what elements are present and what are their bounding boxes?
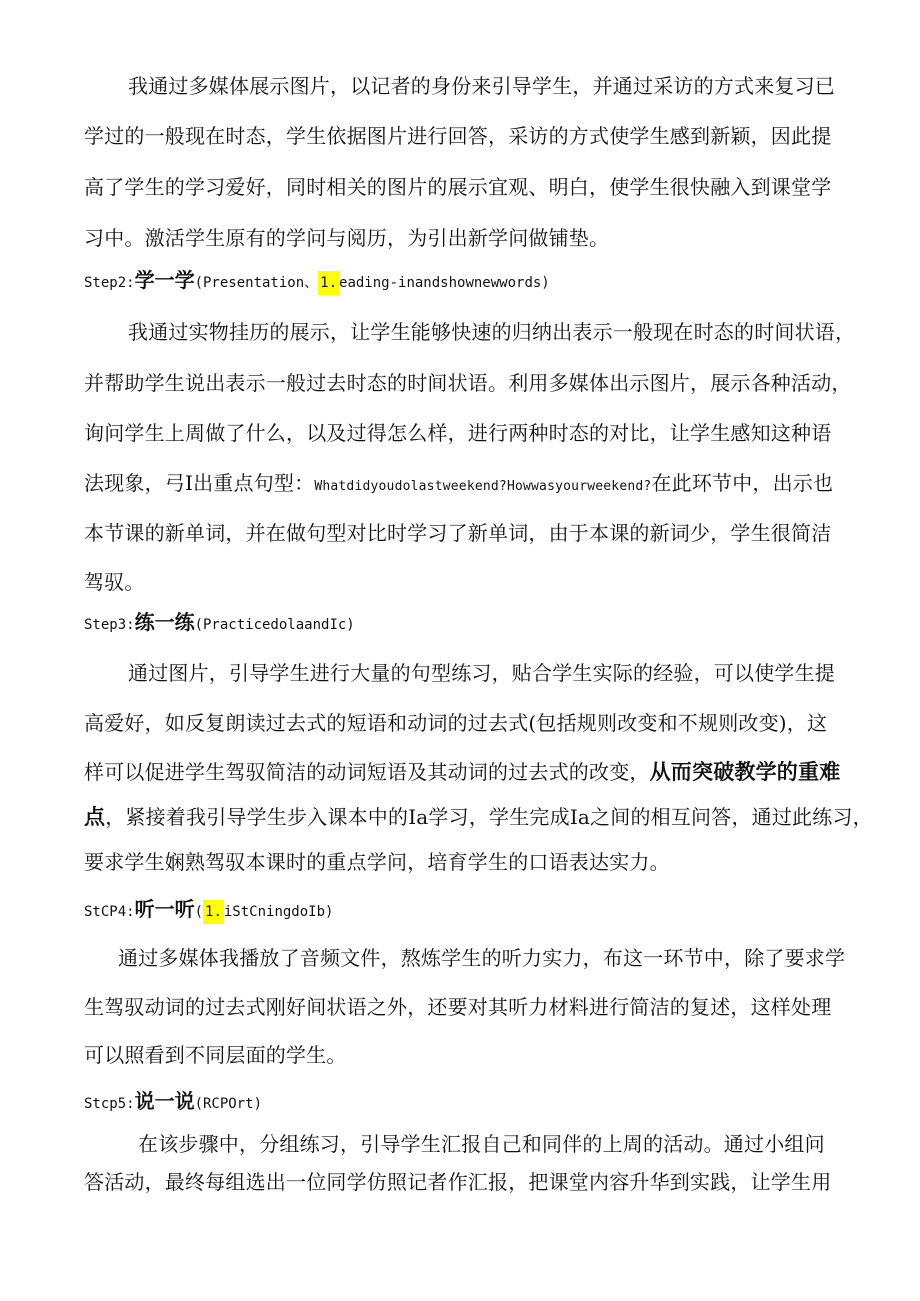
paragraph-4-line-1: 通过多媒体我播放了音频文件，熬炼学生的听力实力，布这一环节中，除了要求学 [118,946,846,970]
step2-highlight: 1. [318,271,339,295]
paragraph-2-line-6: 驾驭。 [84,570,145,594]
emphasis-key-difficulty-end: 点 [84,805,106,829]
paragraph-2-line-4-text-c: 在此环节中，出示也 [651,471,834,495]
paragraph-1-line-3: 高了学生的学习爱好，同时相关的图片的展示宜观、明白，使学生很快融入到课堂学 [84,175,832,199]
paragraph-3-line-5: 要求学生娴熟驾驭本课时的重点学问，培育学生的口语表达实力。 [84,850,670,874]
step3-prefix: Step3: [84,617,135,633]
paragraph-4-line-3: 可以照看到不同层面的学生。 [84,1043,347,1067]
step2-title: 学一学 [134,268,195,292]
paragraph-2-line-1: 我通过实物挂历的展示，让学生能够快速的归纳出表示一般现在时态的时间状语， [128,320,856,344]
key-sentence-pattern: Whatdidyoudolastweekend?Howwasyourweekend? [314,479,652,494]
step4-subtitle-pre: ( [194,904,204,920]
step5-heading [84,1090,262,1115]
paragraph-2-line-5: 本节课的新单词，并在做句型对比时学习了新单词，由于本课的新词少，学生很简洁 [84,521,832,545]
paragraph-5-line-2: 答活动，最终每组选出一位同学仿照记者作汇报，把课堂内容升华到实践，让学生用 [84,1170,832,1194]
step4-heading [84,898,333,923]
paragraph-2-line-3: 询问学生上周做了什么，以及过得怎么样，进行两种时态的对比，让学生感知这种语 [84,421,832,445]
emphasis-key-difficulty: 从而突破教学的重难 [649,760,841,784]
paragraph-4-line-2: 生驾驭动词的过去式刚好间状语之外，还要对其听力材料进行简洁的复述，这样处理 [84,995,832,1019]
step3-title: 练一练 [134,610,195,634]
paragraph-1-line-1: 我通过多媒体展示图片，以记者的身份来引导学生，并通过采访的方式来复习已 [128,74,835,98]
paragraph-2-line-2: 并帮助学生说出表示一般过去时态的时间状语。利用多媒体出示图片，展示各种活动， [84,371,852,395]
paragraph-3-line-4 [84,805,873,829]
step2-subtitle-pre: (Presentation、 [194,275,319,291]
paragraph-5-line-1: 在该步骤中，分组练习，引导学生汇报自己和同伴的上周的活动。通过小组问 [138,1132,825,1156]
paragraph-1-line-2: 学过的一般现在时态，学生依据图片进行回答，采访的方式使学生感到新颖，因此提 [84,124,832,148]
step4-title: 听一听 [134,897,195,921]
step4-prefix: StCP4: [84,904,135,920]
step2-subtitle-post: eading-inandshownewwords) [339,275,550,291]
step2-heading [84,269,550,294]
paragraph-3-line-3 [84,760,840,784]
paragraph-2-line-4 [84,471,833,499]
step4-subtitle-post: iStCningdoIb) [223,904,334,920]
step2-prefix: Step2: [84,275,135,291]
paragraph-3-line-4-text: ，紧接着我引导学生步入课本中的Ia学习，学生完成Ia之间的相互问答，通过此练习， [105,805,873,829]
paragraph-3-line-3-text: 样可以促进学生驾驭简洁的动词短语及其动词的过去式的改变， [84,760,650,784]
paragraph-3-line-1: 通过图片，引导学生进行大量的句型练习，贴合学生实际的经验，可以使学生提 [128,661,835,685]
step5-prefix: Stcp5: [84,1096,135,1112]
paragraph-3-line-2: 高爱好，如反复朗读过去式的短语和动词的过去式(包括规则改变和不规则改变)，这 [84,711,828,735]
paragraph-2-line-4-text-a: 法现象，弓I出重点句型： [84,471,315,495]
step3-subtitle: (PracticedolaandIc) [194,617,355,633]
step5-title: 说一说 [134,1089,195,1113]
step4-highlight: 1. [203,900,224,924]
step3-heading [84,611,355,636]
step5-subtitle: (RCPOrt) [194,1096,263,1112]
paragraph-1-line-4: 习中。激活学生原有的学问与阅历，为引出新学问做铺垫。 [84,226,610,250]
